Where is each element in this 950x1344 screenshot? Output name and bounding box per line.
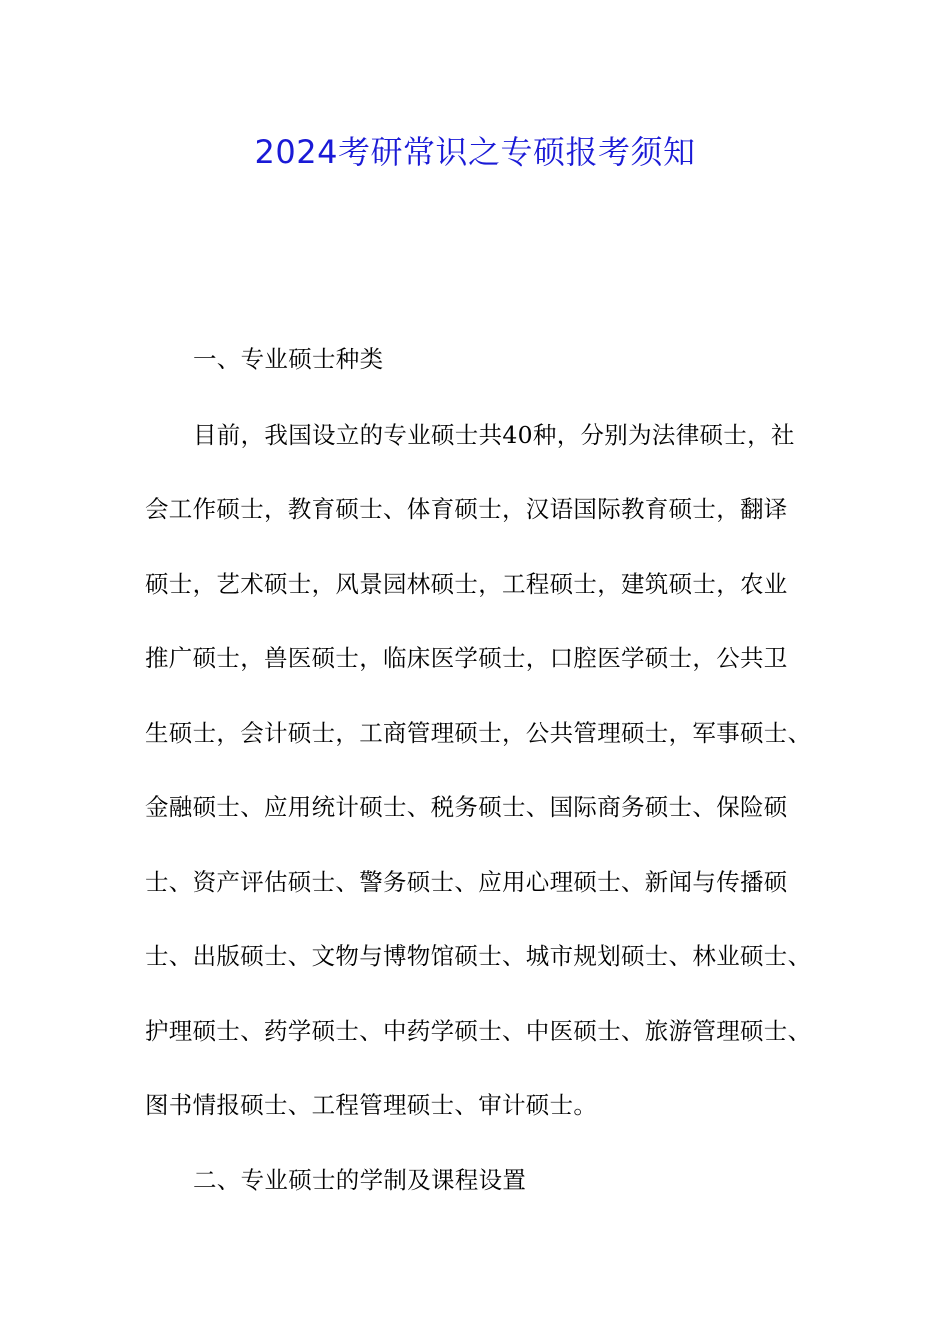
section-heading-2: 二、专业硕士的学制及课程设置 xyxy=(193,1166,527,1194)
paragraph-line-8: 士、出版硕士、文物与博物馆硕士、城市规划硕士、林业硕士、 xyxy=(145,942,812,970)
paragraph-line-1: 目前，我国设立的专业硕士共40种，分别为法律硕士，社 xyxy=(193,421,795,449)
paragraph-line-3: 硕士，艺术硕士，风景园林硕士，工程硕士，建筑硕士，农业 xyxy=(145,570,788,598)
paragraph-line-10: 图书情报硕士、工程管理硕士、审计硕士。 xyxy=(145,1091,598,1119)
paragraph-line-2: 会工作硕士，教育硕士、体育硕士，汉语国际教育硕士，翻译 xyxy=(145,495,788,523)
paragraph-line-9: 护理硕士、药学硕士、中药学硕士、中医硕士、旅游管理硕士、 xyxy=(145,1017,812,1045)
paragraph-line-5: 生硕士，会计硕士，工商管理硕士，公共管理硕士，军事硕士、 xyxy=(145,719,812,747)
section-heading-1: 一、专业硕士种类 xyxy=(193,345,384,373)
paragraph-line-6: 金融硕士、应用统计硕士、税务硕士、国际商务硕士、保险硕 xyxy=(145,793,788,821)
paragraph-line-4: 推广硕士，兽医硕士，临床医学硕士，口腔医学硕士，公共卫 xyxy=(145,644,788,672)
paragraph-line-7: 士、资产评估硕士、警务硕士、应用心理硕士、新闻与传播硕 xyxy=(145,868,788,896)
document-title: 2024考研常识之专硕报考须知 xyxy=(254,133,696,171)
